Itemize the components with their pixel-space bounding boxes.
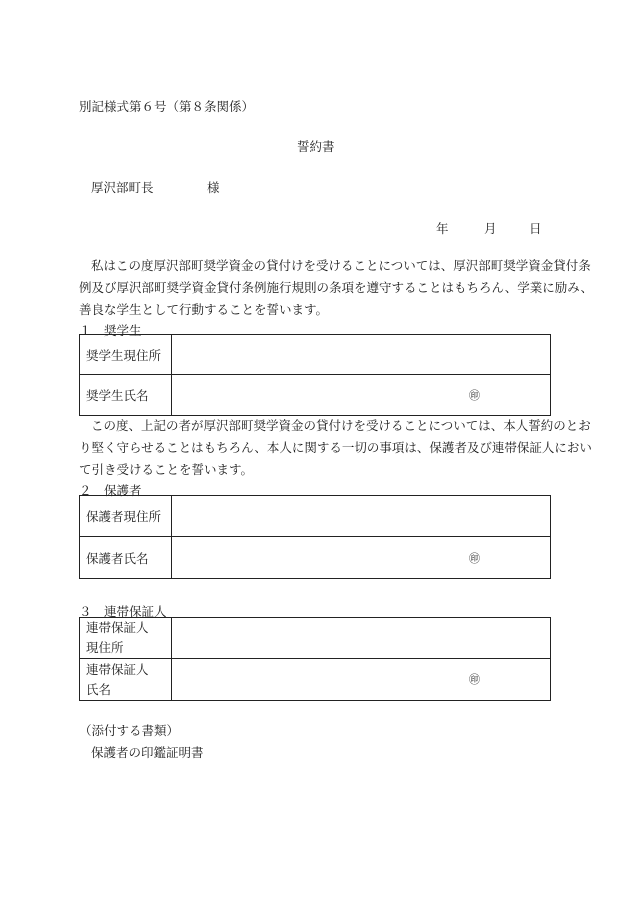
guardian-line: て引き受けることを誓います。 bbox=[79, 462, 254, 477]
guarantor-table bbox=[79, 617, 551, 701]
guardian-name-label: 保護者氏名 bbox=[80, 537, 172, 579]
guardian-table bbox=[79, 495, 551, 579]
date-year: 年 bbox=[436, 221, 449, 236]
guardian-paragraph bbox=[79, 415, 592, 481]
seal-mark: ㊞ bbox=[469, 672, 480, 686]
pledge-line: 例及び厚沢部町奨学資金貸付条例施行規則の条項を遵守することはもちろん、学業に励み、 bbox=[79, 280, 594, 295]
pledge-paragraph bbox=[79, 255, 594, 321]
guarantor-address-field[interactable] bbox=[172, 618, 551, 659]
table-row bbox=[80, 335, 551, 375]
guarantor-name-label-line2: 氏名 bbox=[86, 681, 112, 697]
student-address-field[interactable] bbox=[172, 335, 551, 375]
table-row bbox=[80, 618, 551, 659]
guardian-line: り堅く守らせることはもちろん、本人に関する一切の事項は、保護者及び連帯保証人におい bbox=[79, 440, 592, 455]
guardian-address-field[interactable] bbox=[172, 496, 551, 537]
guardian-line: この度、上記の者が厚沢部町奨学資金の貸付けを受けることについては、本人誓約のとお bbox=[91, 418, 591, 433]
section-heading-guardian: ２ 保護者 bbox=[79, 483, 142, 498]
date-day: 日 bbox=[529, 221, 542, 236]
seal-mark: ㊞ bbox=[469, 389, 480, 402]
student-address-label: 奨学生現住所 bbox=[80, 335, 172, 375]
guarantor-name-field[interactable] bbox=[172, 659, 551, 701]
guarantor-name-label-line1: 連帯保証人 bbox=[86, 661, 149, 677]
addressee-name: 厚沢部町長 bbox=[91, 180, 154, 195]
student-name-label: 奨学生氏名 bbox=[80, 375, 172, 416]
addressee-suffix: 様 bbox=[207, 180, 220, 195]
section-heading-guarantor: ３ 連帯保証人 bbox=[79, 604, 167, 619]
seal-mark: ㊞ bbox=[469, 551, 480, 565]
student-name-field[interactable] bbox=[172, 375, 551, 416]
pledge-line: 私はこの度厚沢部町奨学資金の貸付けを受けることについては、厚沢部町奨学資金貸付条 bbox=[91, 258, 591, 273]
table-row bbox=[80, 496, 551, 537]
guarantor-address-label-line2: 現住所 bbox=[86, 640, 124, 655]
table-row bbox=[80, 375, 551, 416]
guardian-name-field[interactable] bbox=[172, 537, 551, 579]
section-heading-student: １ 奨学生 bbox=[79, 323, 142, 338]
table-row bbox=[80, 537, 551, 579]
pledge-line: 善良な学生として行動することを誓います。 bbox=[79, 302, 329, 317]
table-row bbox=[80, 659, 551, 701]
attachments-heading: （添付する書類） bbox=[79, 723, 180, 738]
document-title: 誓約書 bbox=[297, 139, 335, 154]
form-number: 別記様式第６号（第８条関係） bbox=[79, 99, 255, 114]
date-month: 月 bbox=[484, 221, 497, 236]
student-table bbox=[79, 334, 551, 416]
guarantor-name-label bbox=[80, 659, 172, 701]
guarantor-address-label-line1: 連帯保証人 bbox=[86, 620, 149, 635]
guardian-address-label: 保護者現住所 bbox=[80, 496, 172, 537]
attachments-item: 保護者の印鑑証明書 bbox=[91, 745, 204, 760]
guarantor-address-label bbox=[80, 618, 172, 659]
